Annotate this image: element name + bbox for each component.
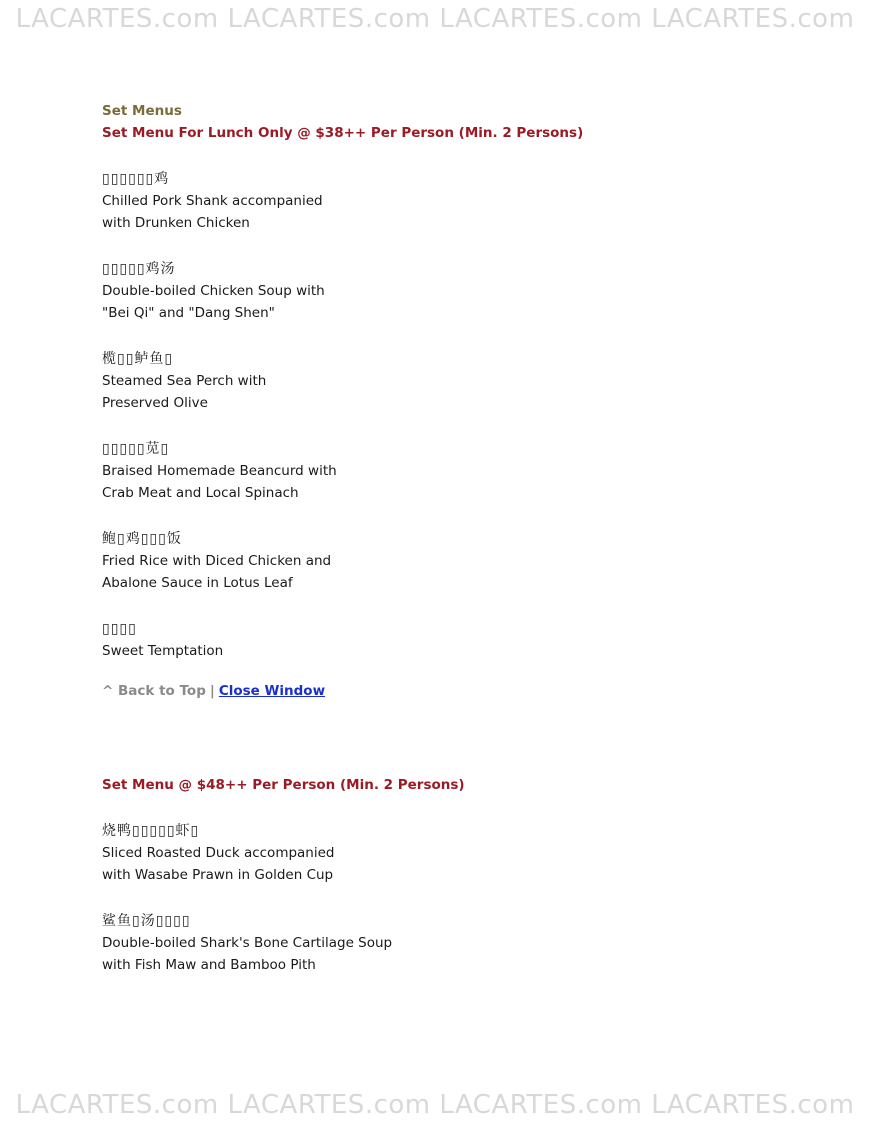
menu1-dish: [102, 618, 802, 662]
dish-english-line: Double-boiled Shark's Bone Cartilage Soup: [102, 935, 393, 951]
menu-document: [102, 100, 802, 976]
dish-chinese-name: ▯▯▯▯▯鸡汤: [102, 261, 176, 277]
dish-english-line: Abalone Sauce in Lotus Leaf: [102, 575, 293, 591]
dish-english-line: Chilled Pork Shank accompanied: [102, 193, 323, 209]
menu1-heading: Set Menu For Lunch Only @ $38++ Per Person (Min. 2 Persons): [102, 125, 584, 141]
dish-english-line: Preserved Olive: [102, 395, 208, 411]
menu2-dish: [102, 910, 802, 976]
section-spacer: [102, 702, 802, 774]
dish-chinese-name: 烧鸭▯▯▯▯▯虾▯: [102, 823, 200, 839]
dish-chinese-name: ▯▯▯▯▯▯鸡: [102, 171, 170, 187]
nav-separator: |: [209, 683, 215, 699]
dish-english-line: Double-boiled Chicken Soup with: [102, 283, 325, 299]
menu2-dish: [102, 820, 802, 886]
dish-english-line: with Wasabe Prawn in Golden Cup: [102, 867, 334, 883]
dish-english-line: Braised Homemade Beancurd with: [102, 463, 337, 479]
menu2-heading: Set Menu @ $48++ Per Person (Min. 2 Persons): [102, 777, 465, 793]
page-title: Set Menus: [102, 103, 182, 119]
watermark-top: LACARTES.com LACARTES.com LACARTES.com LACARTES.com: [15, 4, 855, 34]
back-to-top-link[interactable]: ^ Back to Top: [102, 683, 206, 699]
menu1-dish: [102, 348, 802, 414]
menu1-dish: [102, 258, 802, 324]
menu1-dish: [102, 168, 802, 234]
watermark-bottom: LACARTES.com LACARTES.com LACARTES.com LACARTES.com: [15, 1090, 855, 1120]
dish-chinese-name: 鲨鱼▯汤▯▯▯▯: [102, 913, 191, 929]
dish-english-line: "Bei Qi" and "Dang Shen": [102, 305, 275, 321]
menu1-dish: [102, 438, 802, 504]
dish-chinese-name: ▯▯▯▯▯苋▯: [102, 441, 170, 457]
dish-chinese-name: 鲍▯鸡▯▯▯饭: [102, 531, 182, 547]
dish-english-line: Crab Meat and Local Spinach: [102, 485, 299, 501]
close-window-link[interactable]: Close Window: [218, 683, 326, 699]
dish-chinese-name: ▯▯▯▯: [102, 621, 137, 637]
page-nav: [102, 680, 802, 702]
dish-english-line: Sweet Temptation: [102, 643, 224, 659]
menu1-dish: [102, 528, 802, 594]
dish-english-line: with Fish Maw and Bamboo Pith: [102, 957, 316, 973]
dish-english-line: Sliced Roasted Duck accompanied: [102, 845, 335, 861]
dish-english-line: with Drunken Chicken: [102, 215, 250, 231]
dish-english-line: Fried Rice with Diced Chicken and: [102, 553, 332, 569]
dish-chinese-name: 榄▯▯鲈鱼▯: [102, 351, 174, 367]
dish-english-line: Steamed Sea Perch with: [102, 373, 267, 389]
